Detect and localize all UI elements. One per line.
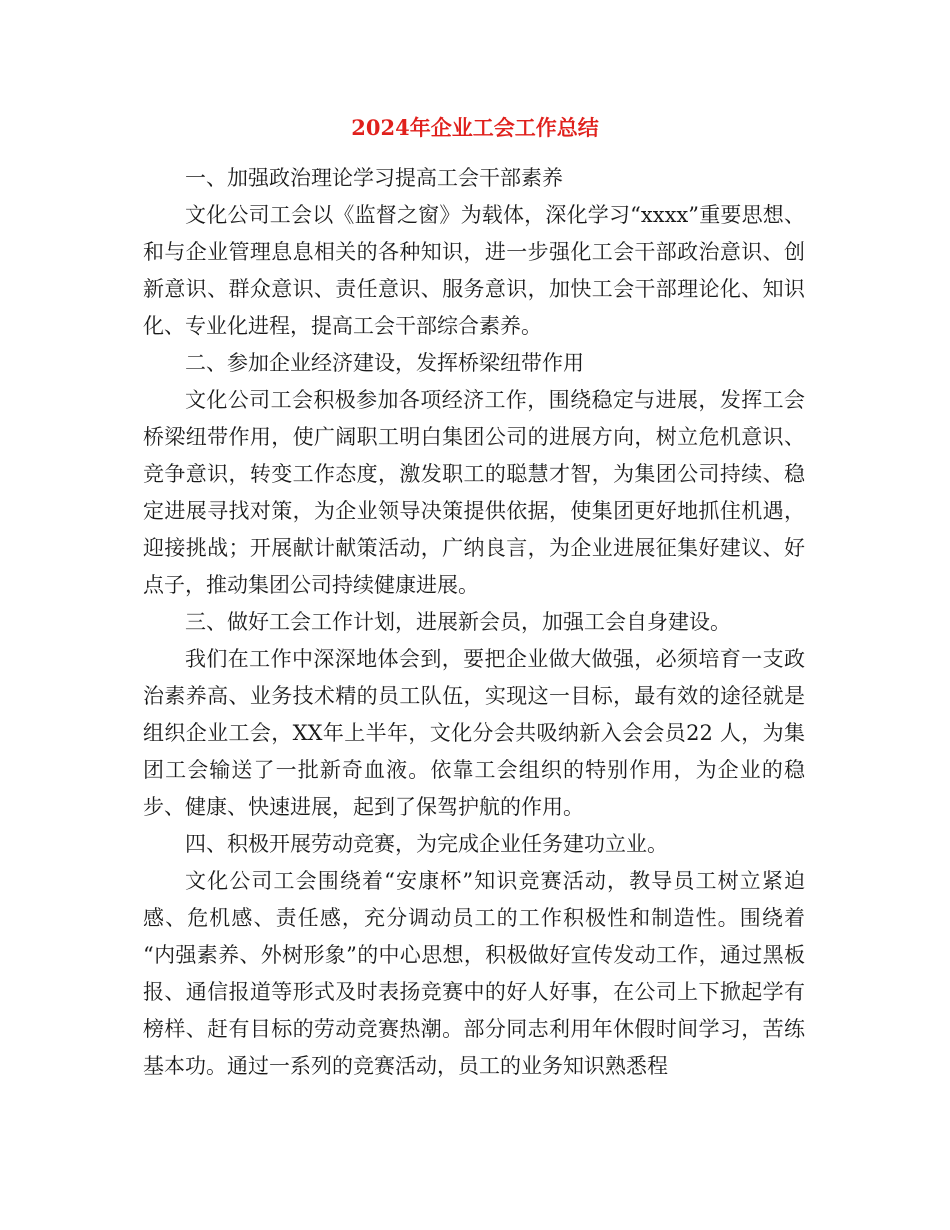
section-paragraph-1: 文化公司工会以《监督之窗》为载体，深化学习“xxxx”重要思想、和与企业管理息息相关的各种知识，进一步强化工会干部政治意识、创新意识、群众意识、责任意识、服务意识，加快工会干部理论化、知识化、专业化进程，提高工会干部综合素养。: [143, 203, 805, 338]
document-title: 2024年企业工会工作总结: [351, 115, 599, 140]
document-body: [143, 160, 805, 1085]
section-heading-2: 二、参加企业经济建设，发挥桥梁纽带作用: [185, 351, 584, 375]
section-heading-3: 三、做好工会工作计划，进展新会员，加强工会自身建设。: [185, 610, 731, 634]
section-heading-4: 四、积极开展劳动竞赛，为完成企业任务建功立业。: [185, 832, 668, 856]
section-paragraph-4: 文化公司工会围绕着“安康杯”知识竞赛活动，教导员工树立紧迫感、危机感、责任感，充分调动员工的工作积极性和制造性。围绕着 “内强素养、外树形象”的中心思想，积极做好宣传发动工作，通过黑板报、通信报道等形式及时表扬竞赛中的好人好事，在公司上下掀起学有榜样、赶有目标的劳动竞赛热潮。部分同志利用年休假时间学习，苦练基本功。通过一系列的竞赛活动，员工的业务知识熟悉程: [143, 869, 805, 1078]
section-paragraph-3: 我们在工作中深深地体会到，要把企业做大做强，必须培育一支政治素养高、业务技术精的员工队伍，实现这一目标，最有效的途径就是组织企业工会，XX年上半年，文化分会共吸纳新入会会员22 人，为集团工会输送了一批新奇血液。依靠工会组织的特别作用，为企业的稳步、健康、快速进展，起到了保驾护航的作用。: [143, 647, 805, 819]
section-heading-1: 一、加强政治理论学习提高工会干部素养: [185, 166, 563, 190]
section-paragraph-2: 文化公司工会积极参加各项经济工作，围绕稳定与进展，发挥工会桥梁纽带作用，使广阔职工明白集团公司的进展方向，树立危机意识、竞争意识，转变工作态度，激发职工的聪慧才智，为集团公司持续、稳定进展寻找对策，为企业领导决策提供依据，使集团更好地抓住机遇，迎接挑战；开展献计献策活动，广纳良言，为企业进展征集好建议、好点子，推动集团公司持续健康进展。: [143, 388, 805, 597]
